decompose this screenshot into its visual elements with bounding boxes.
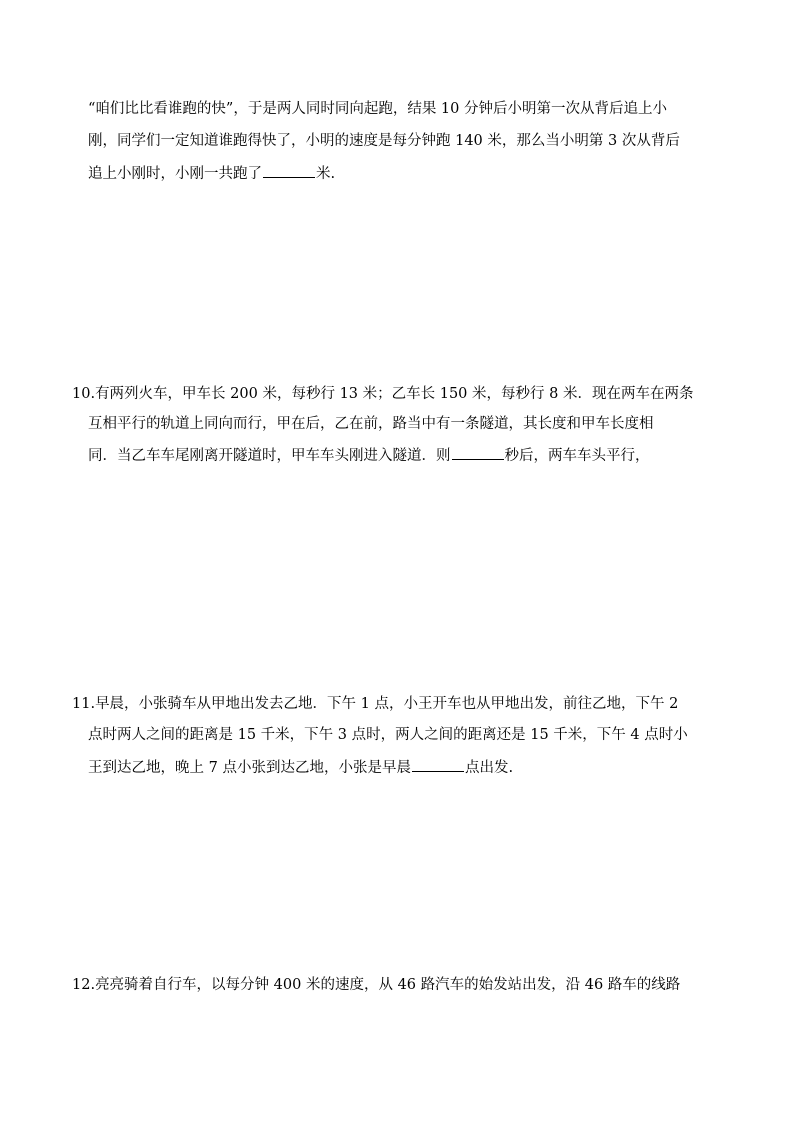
problem-text: 有两列火车，甲车长 200 米，每秒行 13 米；乙车长 150 米，每秒行 8 米．现在两车在两条 bbox=[95, 386, 694, 402]
problem-line: 点时两人之间的距离是 15 千米，下午 3 点时，两人之间的距离还是 15 千米，下午 4 点时小 bbox=[88, 727, 688, 743]
problem-text: 同．当乙车车尾刚离开隧道时，甲车车头刚进入隧道．则 bbox=[88, 448, 451, 464]
problem-line bbox=[88, 163, 335, 183]
problem-line bbox=[72, 975, 680, 995]
problem-line bbox=[88, 757, 513, 777]
problem-text: 追上小刚时，小刚一共跑了 bbox=[88, 166, 262, 182]
problem-text: 米. bbox=[316, 166, 336, 182]
problem-line: 刚，同学们一定知道谁跑得快了，小明的速度是每分钟跑 140 米，那么当小明第 3 次从背后 bbox=[88, 133, 680, 149]
problem-line: 互相平行的轨道上同向而行，甲在后，乙在前，路当中有一条隧道，其长度和甲车长度相 bbox=[88, 416, 654, 432]
problem-line bbox=[72, 384, 693, 404]
problem-line: “咱们比比看谁跑的快”，于是两人同时同向起跑，结果 10 分钟后小明第一次从背后追上小 bbox=[88, 101, 667, 117]
problem-line bbox=[88, 445, 650, 465]
problem-text: 秒后，两车车头平行， bbox=[504, 448, 650, 464]
answer-blank[interactable] bbox=[412, 757, 464, 772]
problem-text: 王到达乙地，晚上 7 点小张到达乙地，小张是早晨 bbox=[88, 760, 411, 776]
problem-text: 早晨，小张骑车从甲地出发去乙地．下午 1 点，小王开车也从甲地出发，前往乙地，下午 2 bbox=[95, 696, 679, 712]
answer-blank[interactable] bbox=[452, 445, 504, 460]
problem-line bbox=[72, 694, 678, 714]
problem-text: 点出发. bbox=[464, 760, 514, 776]
problem-number: 12. bbox=[72, 977, 96, 993]
problem-number: 10. bbox=[72, 386, 96, 402]
problem-text: 亮亮骑着自行车，以每分钟 400 米的速度，从 46 路汽车的始发站出发，沿 46 路车的线路 bbox=[95, 977, 681, 993]
answer-blank[interactable] bbox=[263, 163, 315, 178]
problem-number: 11. bbox=[72, 696, 96, 712]
